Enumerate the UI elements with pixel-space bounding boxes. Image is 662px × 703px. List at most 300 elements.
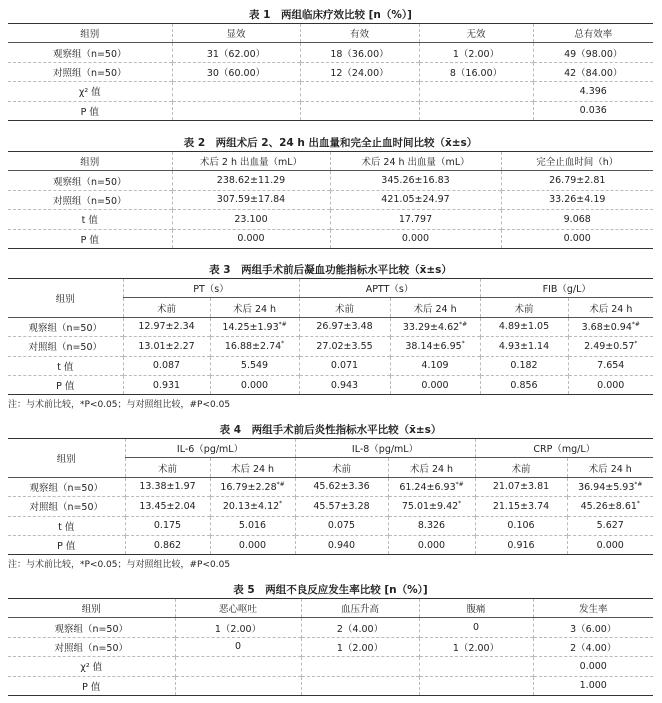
table-cell [123, 317, 210, 336]
data-table [8, 438, 653, 555]
table-cell [299, 317, 390, 336]
table-cell [210, 356, 299, 375]
cell-value: 对照组（n=50） [29, 502, 104, 514]
data-table [8, 23, 653, 121]
table-cell [299, 356, 390, 375]
column-header: 腹痛 [419, 599, 533, 618]
table-cell [8, 637, 175, 656]
cell-value: 0.943 [330, 379, 359, 391]
cell-value: 421.05±24.97 [381, 194, 450, 206]
table-cell [388, 497, 475, 516]
table-row [8, 43, 653, 62]
table-cell [419, 101, 533, 120]
cell-value: 238.62±11.29 [216, 175, 286, 187]
significance-mark: *# [631, 320, 640, 328]
cell-value: 3（6.00） [570, 623, 617, 635]
cell-value: χ² 值 [78, 87, 101, 99]
cell-value: P 值 [56, 381, 75, 393]
cell-value: t 值 [57, 361, 74, 373]
table-cell [568, 337, 653, 356]
cell-value: 345.26±16.83 [381, 175, 450, 187]
column-subheader: 术后 24 h [210, 298, 299, 317]
significance-mark: * [636, 500, 640, 508]
table-row [8, 337, 653, 356]
cell-value: 14.25±1.93 [222, 322, 279, 334]
table-cell [567, 477, 653, 496]
column-subheader: 术后 24 h [567, 458, 653, 477]
table-cell [8, 317, 123, 336]
column-header: 术后 24 h 出血量（mL） [330, 152, 501, 171]
table-cell [123, 375, 210, 394]
cell-value: 4.89±1.05 [498, 321, 550, 333]
table-cell [8, 190, 172, 209]
table-cell [8, 676, 175, 695]
column-header: 组别 [8, 279, 123, 318]
cell-value: 0.862 [153, 539, 182, 551]
cell-value: 42（84.00） [564, 67, 623, 79]
cell-value: 33.29±4.62 [402, 322, 460, 334]
cell-value: 0.087 [152, 360, 181, 372]
table-cell [210, 477, 295, 496]
table-cell [8, 210, 172, 229]
table-block-1 [8, 7, 653, 121]
table-row [8, 317, 653, 336]
table-cell [210, 337, 299, 356]
table-cell [8, 657, 175, 676]
table-cell [533, 637, 653, 656]
table-cell [301, 657, 419, 676]
column-subheader: 术后 24 h [210, 458, 295, 477]
cell-value: 观察组（n=50） [52, 176, 127, 188]
cell-value: 16.79±2.28 [220, 482, 277, 494]
table-cell [390, 337, 480, 356]
cell-value: 5.627 [596, 520, 624, 532]
table-cell [8, 337, 123, 356]
table-row [8, 637, 653, 656]
cell-value: 12.97±2.34 [138, 321, 195, 333]
table-row [8, 190, 653, 209]
significance-mark: * [458, 500, 462, 508]
column-header: 总有效率 [533, 24, 653, 43]
table-cell [388, 477, 475, 496]
table-cell [301, 618, 419, 637]
table-cell [330, 229, 501, 248]
cell-value: 18（36.00） [330, 48, 389, 60]
cell-value: 0.000 [421, 379, 449, 391]
column-group-header: CRP（mg/L） [475, 439, 653, 458]
column-group-header: IL-6（pg/mL） [125, 439, 295, 458]
table-cell [567, 497, 653, 516]
cell-value: 7.654 [597, 360, 625, 372]
column-header: 无效 [419, 24, 533, 43]
table-cell [172, 101, 300, 120]
significance-mark: * [634, 340, 638, 348]
cell-value: P 值 [82, 681, 101, 693]
cell-value: 20.13±4.12 [222, 501, 280, 513]
cell-value: P 值 [80, 234, 99, 246]
table-cell [172, 210, 330, 229]
table-cell [301, 637, 419, 656]
table-cell [533, 657, 653, 676]
column-header: 组别 [8, 599, 175, 618]
data-table [8, 278, 653, 395]
table-cell [567, 535, 653, 554]
cell-value: 38.14±6.95 [405, 341, 462, 353]
table-cell [8, 375, 123, 394]
cell-value: 1（2.00） [336, 642, 384, 654]
cell-value: 0.075 [327, 520, 356, 532]
table-row [8, 101, 653, 120]
table-cell [210, 497, 295, 516]
cell-value: 13.45±2.04 [139, 500, 196, 512]
table-row [8, 356, 653, 375]
table-cell [300, 62, 419, 81]
table-cell [480, 375, 568, 394]
cell-value: 2（4.00） [570, 642, 617, 654]
header-row-groups [8, 279, 653, 298]
table-cell [8, 535, 125, 554]
table-cell [125, 497, 210, 516]
table-cell [501, 210, 653, 229]
cell-value: 0.175 [153, 520, 182, 532]
cell-value: 0.000 [401, 233, 430, 245]
cell-value: 对照组（n=50） [52, 195, 127, 207]
table-cell [330, 190, 501, 209]
cell-value: 对照组（n=50） [52, 67, 127, 79]
table-block-4 [8, 422, 653, 571]
cell-value: 0.931 [152, 379, 181, 391]
table-cell [300, 82, 419, 101]
cell-value: 23.100 [234, 213, 268, 225]
table-row [8, 618, 653, 637]
column-subheader: 术前 [123, 298, 210, 317]
cell-value: 8.326 [417, 520, 446, 532]
table-cell [125, 535, 210, 554]
cell-value: 49（98.00） [564, 48, 623, 60]
column-subheader: 术前 [299, 298, 390, 317]
cell-value: 8（16.00） [449, 67, 503, 79]
table-cell [8, 101, 172, 120]
cell-value: P 值 [57, 541, 76, 553]
table-cell [8, 62, 172, 81]
table-cell [533, 43, 653, 62]
table-cell [300, 101, 419, 120]
data-table [8, 598, 653, 696]
table-cell [8, 618, 175, 637]
cell-value: 对照组（n=50） [28, 342, 103, 354]
column-header: 恶心呕吐 [175, 599, 301, 618]
cell-value: 0.856 [510, 379, 538, 391]
cell-value: 0.000 [238, 539, 267, 551]
table-cell [419, 618, 533, 637]
table-cell [172, 171, 330, 190]
table-cell [390, 317, 480, 336]
table-cell [501, 229, 653, 248]
table-cell [475, 497, 567, 516]
table-cell [175, 657, 301, 676]
table-cell [8, 229, 172, 248]
table-row [8, 657, 653, 676]
table-cell [295, 497, 388, 516]
table-cell [175, 637, 301, 656]
table-cell [172, 190, 330, 209]
column-header: 术后 2 h 出血量（mL） [172, 152, 330, 171]
table-cell [567, 516, 653, 535]
cell-value: 观察组（n=50） [54, 623, 129, 635]
column-subheader: 术后 24 h [388, 458, 475, 477]
cell-value: 0.071 [330, 360, 359, 372]
table-cell [568, 356, 653, 375]
cell-value: 16.88±2.74 [224, 341, 282, 353]
table-cell [419, 676, 533, 695]
table-cell [210, 317, 299, 336]
cell-value: χ² 值 [80, 662, 103, 674]
table-cell [8, 82, 172, 101]
cell-value: 30（60.00） [206, 67, 266, 79]
cell-value: 307.59±17.84 [216, 194, 286, 206]
column-header: 显效 [172, 24, 300, 43]
table-cell [419, 43, 533, 62]
table-cell [123, 356, 210, 375]
table-cell [419, 657, 533, 676]
data-table [8, 151, 653, 249]
column-group-header: IL-8（pg/mL） [295, 439, 475, 458]
table-cell [330, 210, 501, 229]
cell-value: 4.396 [579, 85, 607, 97]
table-cell [533, 101, 653, 120]
table-row [8, 210, 653, 229]
table-title: 表 3 两组手术前后凝血功能指标水平比较（x̄±s） [209, 264, 452, 276]
table-row [8, 229, 653, 248]
header-row [8, 152, 653, 171]
table-row [8, 62, 653, 81]
table-cell [175, 676, 301, 695]
table-cell [295, 516, 388, 535]
table-cell [388, 535, 475, 554]
cell-value: 31（62.00） [206, 48, 266, 60]
table-cell [480, 356, 568, 375]
table-cell [299, 337, 390, 356]
table-row [8, 171, 653, 190]
table-cell [172, 43, 300, 62]
table-title: 表 1 两组临床疗效比较 [n（%）] [249, 9, 412, 21]
cell-value: 0 [234, 641, 242, 653]
table-cell [210, 535, 295, 554]
cell-value: 4.109 [421, 360, 449, 372]
table-row [8, 477, 653, 496]
table-row [8, 676, 653, 695]
cell-value: 0.000 [237, 233, 265, 245]
cell-value: 1.000 [579, 680, 607, 692]
cell-value: 观察组（n=50） [28, 322, 103, 334]
header-row [8, 24, 653, 43]
table-cell [475, 477, 567, 496]
table-cell [480, 317, 568, 336]
column-subheader: 术前 [295, 458, 388, 477]
cell-value: 36.94±5.93 [578, 482, 635, 494]
significance-mark: *# [455, 480, 464, 488]
column-header: 组别 [8, 152, 172, 171]
cell-value: 33.26±4.19 [549, 194, 606, 206]
table-cell [8, 477, 125, 496]
table-block-3 [8, 262, 653, 411]
table-cell [533, 62, 653, 81]
table-cell [210, 516, 295, 535]
table-cell [533, 82, 653, 101]
significance-mark: *# [278, 320, 287, 328]
table-cell [568, 375, 653, 394]
cell-value: 0.182 [510, 360, 538, 372]
cell-value: 1（2.00） [214, 623, 262, 635]
column-group-header: APTT（s） [299, 279, 480, 298]
cell-value: 75.01±9.42 [401, 501, 459, 513]
table-block-2 [8, 135, 653, 249]
cell-value: 26.97±3.48 [316, 321, 373, 333]
table-cell [501, 171, 653, 190]
table-title: 表 5 两组不良反应发生率比较 [n（%）] [233, 584, 428, 596]
column-header: 组别 [8, 24, 172, 43]
table-cell [8, 43, 172, 62]
column-header: 完全止血时间（h） [501, 152, 653, 171]
table-cell [300, 43, 419, 62]
table-cell [568, 317, 653, 336]
cell-value: 45.57±3.28 [313, 500, 370, 512]
cell-value: 21.07±3.81 [492, 481, 550, 493]
table-cell [475, 535, 567, 554]
cell-value: 26.79±2.81 [549, 175, 606, 187]
table-cell [475, 516, 567, 535]
table-cell [210, 375, 299, 394]
table-cell [8, 497, 125, 516]
table-title: 表 2 两组术后 2、24 h 出血量和完全止血时间比较（x̄±s） [183, 137, 478, 149]
table-cell [123, 337, 210, 356]
cell-value: 0.000 [417, 539, 446, 551]
column-header: 有效 [300, 24, 419, 43]
cell-value: 5.016 [238, 520, 267, 532]
table-cell [419, 62, 533, 81]
cell-value: 对照组（n=50） [54, 642, 129, 654]
cell-value: 0.036 [579, 105, 607, 117]
cell-value: 17.797 [398, 213, 433, 225]
cell-value: 0.000 [240, 379, 269, 391]
cell-value: 1（2.00） [452, 642, 500, 654]
cell-value: 观察组（n=50） [29, 482, 104, 494]
column-header: 组别 [8, 439, 125, 478]
cell-value: 0.000 [579, 660, 607, 672]
cell-value: 0.000 [596, 539, 624, 551]
table-cell [295, 477, 388, 496]
table-cell [8, 356, 123, 375]
table-cell [480, 337, 568, 356]
cell-value: 45.26±8.61 [580, 501, 637, 513]
table-title: 表 4 两组手术前后炎性指标水平比较（x̄±s） [219, 424, 442, 436]
cell-value: 2（4.00） [336, 623, 384, 635]
significance-mark: * [279, 500, 283, 508]
significance-mark: * [281, 340, 285, 348]
table-cell [299, 375, 390, 394]
table-cell [501, 190, 653, 209]
table-row [8, 375, 653, 394]
cell-value: 0 [472, 622, 480, 634]
table-cell [8, 171, 172, 190]
cell-value: 61.24±6.93 [399, 482, 456, 494]
table-cell [295, 535, 388, 554]
significance-mark: *# [276, 480, 285, 488]
cell-value: 0.940 [327, 539, 356, 551]
column-subheader: 术后 24 h [390, 298, 480, 317]
cell-value: 1（2.00） [452, 48, 500, 60]
cell-value: P 值 [80, 106, 99, 118]
table-block-5 [8, 582, 653, 696]
cell-value: 21.15±3.74 [492, 500, 550, 512]
table-row [8, 497, 653, 516]
significance-mark: * [461, 340, 465, 348]
header-row-groups [8, 439, 653, 458]
cell-value: 4.93±1.14 [498, 340, 550, 352]
table-cell [172, 82, 300, 101]
table-row [8, 516, 653, 535]
header-row [8, 599, 653, 618]
column-subheader: 术后 24 h [568, 298, 653, 317]
table-cell [8, 516, 125, 535]
cell-value: 观察组（n=50） [52, 48, 127, 60]
table-row [8, 535, 653, 554]
table-note: 注：与术前比较，*P<0.05；与对照组比较，#P<0.05 [8, 400, 231, 411]
significance-mark: *# [634, 480, 643, 488]
table-cell [533, 676, 653, 695]
cell-value: 3.68±0.94 [581, 322, 632, 334]
cell-value: 45.62±3.36 [313, 481, 370, 493]
table-cell [330, 171, 501, 190]
table-cell [390, 356, 480, 375]
cell-value: 0.000 [597, 379, 625, 391]
table-cell [172, 229, 330, 248]
table-cell [175, 618, 301, 637]
cell-value: 12（24.00） [330, 67, 389, 79]
cell-value: t 值 [81, 215, 98, 227]
table-cell [533, 618, 653, 637]
cell-value: t 值 [58, 521, 75, 533]
column-subheader: 术前 [125, 458, 210, 477]
column-header: 发生率 [533, 599, 653, 618]
table-cell [419, 82, 533, 101]
table-cell [125, 477, 210, 496]
column-header: 血压升高 [301, 599, 419, 618]
cell-value: 0.916 [507, 539, 535, 551]
table-cell [125, 516, 210, 535]
cell-value: 0.106 [507, 520, 535, 532]
cell-value: 13.01±2.27 [138, 340, 195, 352]
table-cell [419, 637, 533, 656]
table-note: 注：与术前比较，*P<0.05；与对照组比较，#P<0.05 [8, 560, 231, 571]
significance-mark: *# [459, 320, 468, 328]
cell-value: 0.000 [563, 233, 591, 245]
cell-value: 13.38±1.97 [139, 481, 196, 493]
table-cell [388, 516, 475, 535]
cell-value: 2.49±0.57 [584, 341, 635, 353]
column-group-header: PT（s） [123, 279, 299, 298]
column-subheader: 术前 [480, 298, 568, 317]
table-row [8, 82, 653, 101]
table-cell [172, 62, 300, 81]
table-cell [301, 676, 419, 695]
table-cell [390, 375, 480, 394]
cell-value: 9.068 [563, 213, 591, 225]
cell-value: 27.02±3.55 [316, 340, 373, 352]
column-subheader: 术前 [475, 458, 567, 477]
cell-value: 5.549 [240, 360, 269, 372]
column-group-header: FIB（g/L） [480, 279, 653, 298]
